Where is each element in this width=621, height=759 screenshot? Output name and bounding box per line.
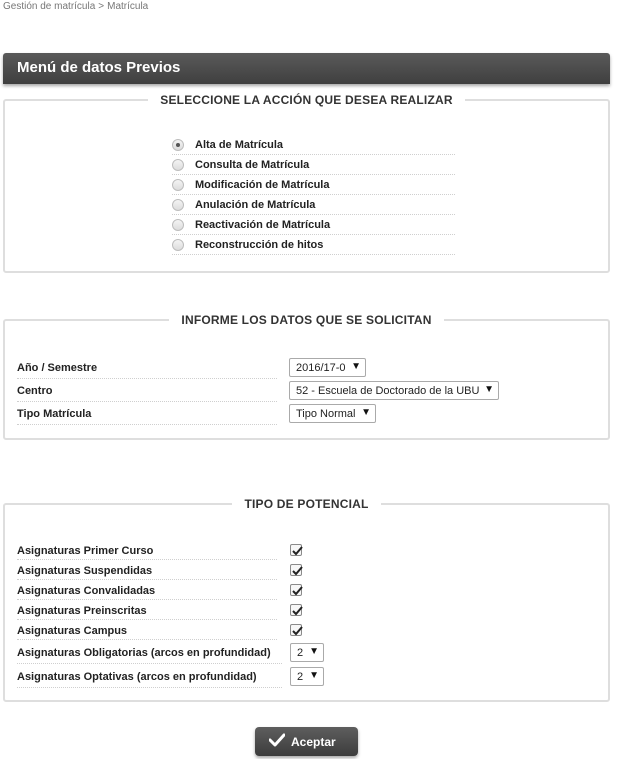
chevron-down-icon: ▼ bbox=[309, 646, 319, 657]
menu-title: Menú de datos Previos bbox=[17, 59, 181, 76]
chevron-down-icon: ▼ bbox=[309, 670, 319, 681]
optativas-select[interactable] bbox=[290, 667, 324, 686]
radio-button[interactable] bbox=[172, 199, 184, 211]
chevron-down-icon: ▼ bbox=[351, 361, 361, 372]
field-label: Asignaturas Optativas (arcos en profundidad) bbox=[17, 666, 282, 688]
select-value: Tipo Normal bbox=[296, 408, 356, 420]
action-panel-legend: SELECCIONE LA ACCIÓN QUE DESEA REALIZAR bbox=[160, 93, 453, 107]
select-value: 2 bbox=[297, 671, 304, 683]
convalidadas-checkbox[interactable] bbox=[290, 584, 302, 596]
field-label: Centro bbox=[17, 380, 277, 402]
suspendidas-checkbox[interactable] bbox=[290, 564, 302, 576]
radio-button[interactable] bbox=[172, 239, 184, 251]
radio-option-anulacion[interactable] bbox=[172, 195, 455, 215]
action-radio-list bbox=[172, 135, 455, 255]
field-tipo-matricula bbox=[17, 403, 597, 426]
breadcrumb-separator: > bbox=[98, 1, 105, 12]
data-panel-legend: INFORME LOS DATOS QUE SE SOLICITAN bbox=[181, 313, 432, 327]
checkmark-icon bbox=[291, 624, 304, 637]
field-label: Año / Semestre bbox=[17, 357, 277, 379]
radio-button[interactable] bbox=[172, 159, 184, 171]
check-label: Asignaturas Suspendidas bbox=[17, 561, 277, 580]
menu-title-bar bbox=[3, 53, 610, 84]
check-label: Asignaturas Campus bbox=[17, 621, 277, 640]
centro-select[interactable] bbox=[289, 381, 499, 400]
radio-button[interactable] bbox=[172, 219, 184, 231]
campus-checkbox[interactable] bbox=[290, 624, 302, 636]
tipo-matricula-select[interactable] bbox=[289, 404, 376, 423]
radio-label: Reconstrucción de hitos bbox=[195, 238, 324, 251]
radio-label: Anulación de Matrícula bbox=[195, 198, 316, 211]
check-label: Asignaturas Preinscritas bbox=[17, 601, 277, 620]
primer-curso-checkbox[interactable] bbox=[290, 544, 302, 556]
check-label: Asignaturas Convalidadas bbox=[17, 581, 277, 600]
field-label: Asignaturas Obligatorias (arcos en profundidad) bbox=[17, 642, 282, 664]
check-row-preinscritas bbox=[17, 601, 317, 621]
radio-label: Reactivación de Matrícula bbox=[195, 218, 331, 231]
field-ano-semestre bbox=[17, 357, 597, 380]
radio-option-consulta[interactable] bbox=[172, 155, 455, 175]
radio-button-selected[interactable] bbox=[172, 139, 184, 151]
data-panel bbox=[3, 313, 610, 440]
radio-option-reactivacion[interactable] bbox=[172, 215, 455, 235]
chevron-down-icon: ▼ bbox=[361, 407, 371, 418]
radio-button[interactable] bbox=[172, 179, 184, 191]
radio-option-reconstruccion[interactable] bbox=[172, 235, 455, 255]
select-value: 2016/17-0 bbox=[296, 362, 346, 374]
checkmark-icon bbox=[291, 564, 304, 577]
potential-panel-legend: TIPO DE POTENCIAL bbox=[244, 497, 369, 511]
check-label: Asignaturas Primer Curso bbox=[17, 541, 277, 560]
check-row-primer-curso bbox=[17, 541, 317, 561]
field-optativas bbox=[17, 666, 597, 689]
checkmark-icon bbox=[269, 733, 285, 750]
select-value: 2 bbox=[297, 647, 304, 659]
action-panel bbox=[3, 93, 610, 273]
ano-semestre-select[interactable] bbox=[289, 358, 366, 377]
accept-button[interactable] bbox=[255, 727, 358, 756]
breadcrumb-current: Matrícula bbox=[107, 1, 149, 12]
field-obligatorias bbox=[17, 642, 597, 665]
check-row-convalidadas bbox=[17, 581, 317, 601]
radio-label: Modificación de Matrícula bbox=[195, 178, 330, 191]
radio-option-modificacion[interactable] bbox=[172, 175, 455, 195]
accept-button-label: Aceptar bbox=[291, 734, 336, 749]
check-row-campus bbox=[17, 621, 317, 641]
potential-panel bbox=[3, 497, 610, 702]
field-centro bbox=[17, 380, 597, 403]
chevron-down-icon: ▼ bbox=[484, 384, 494, 395]
preinscritas-checkbox[interactable] bbox=[290, 604, 302, 616]
obligatorias-select[interactable] bbox=[290, 643, 324, 662]
breadcrumb-gestion-matricula[interactable]: Gestión de matrícula bbox=[3, 1, 96, 12]
check-row-suspendidas bbox=[17, 561, 317, 581]
field-label: Tipo Matrícula bbox=[17, 403, 277, 425]
checkmark-icon bbox=[291, 584, 304, 597]
radio-option-alta[interactable] bbox=[172, 135, 455, 155]
radio-label: Consulta de Matrícula bbox=[195, 158, 310, 171]
radio-label: Alta de Matrícula bbox=[195, 138, 284, 151]
checkmark-icon bbox=[291, 604, 304, 617]
breadcrumb bbox=[3, 1, 148, 12]
select-value: 52 - Escuela de Doctorado de la UBU bbox=[296, 385, 480, 397]
checkmark-icon bbox=[291, 544, 304, 557]
